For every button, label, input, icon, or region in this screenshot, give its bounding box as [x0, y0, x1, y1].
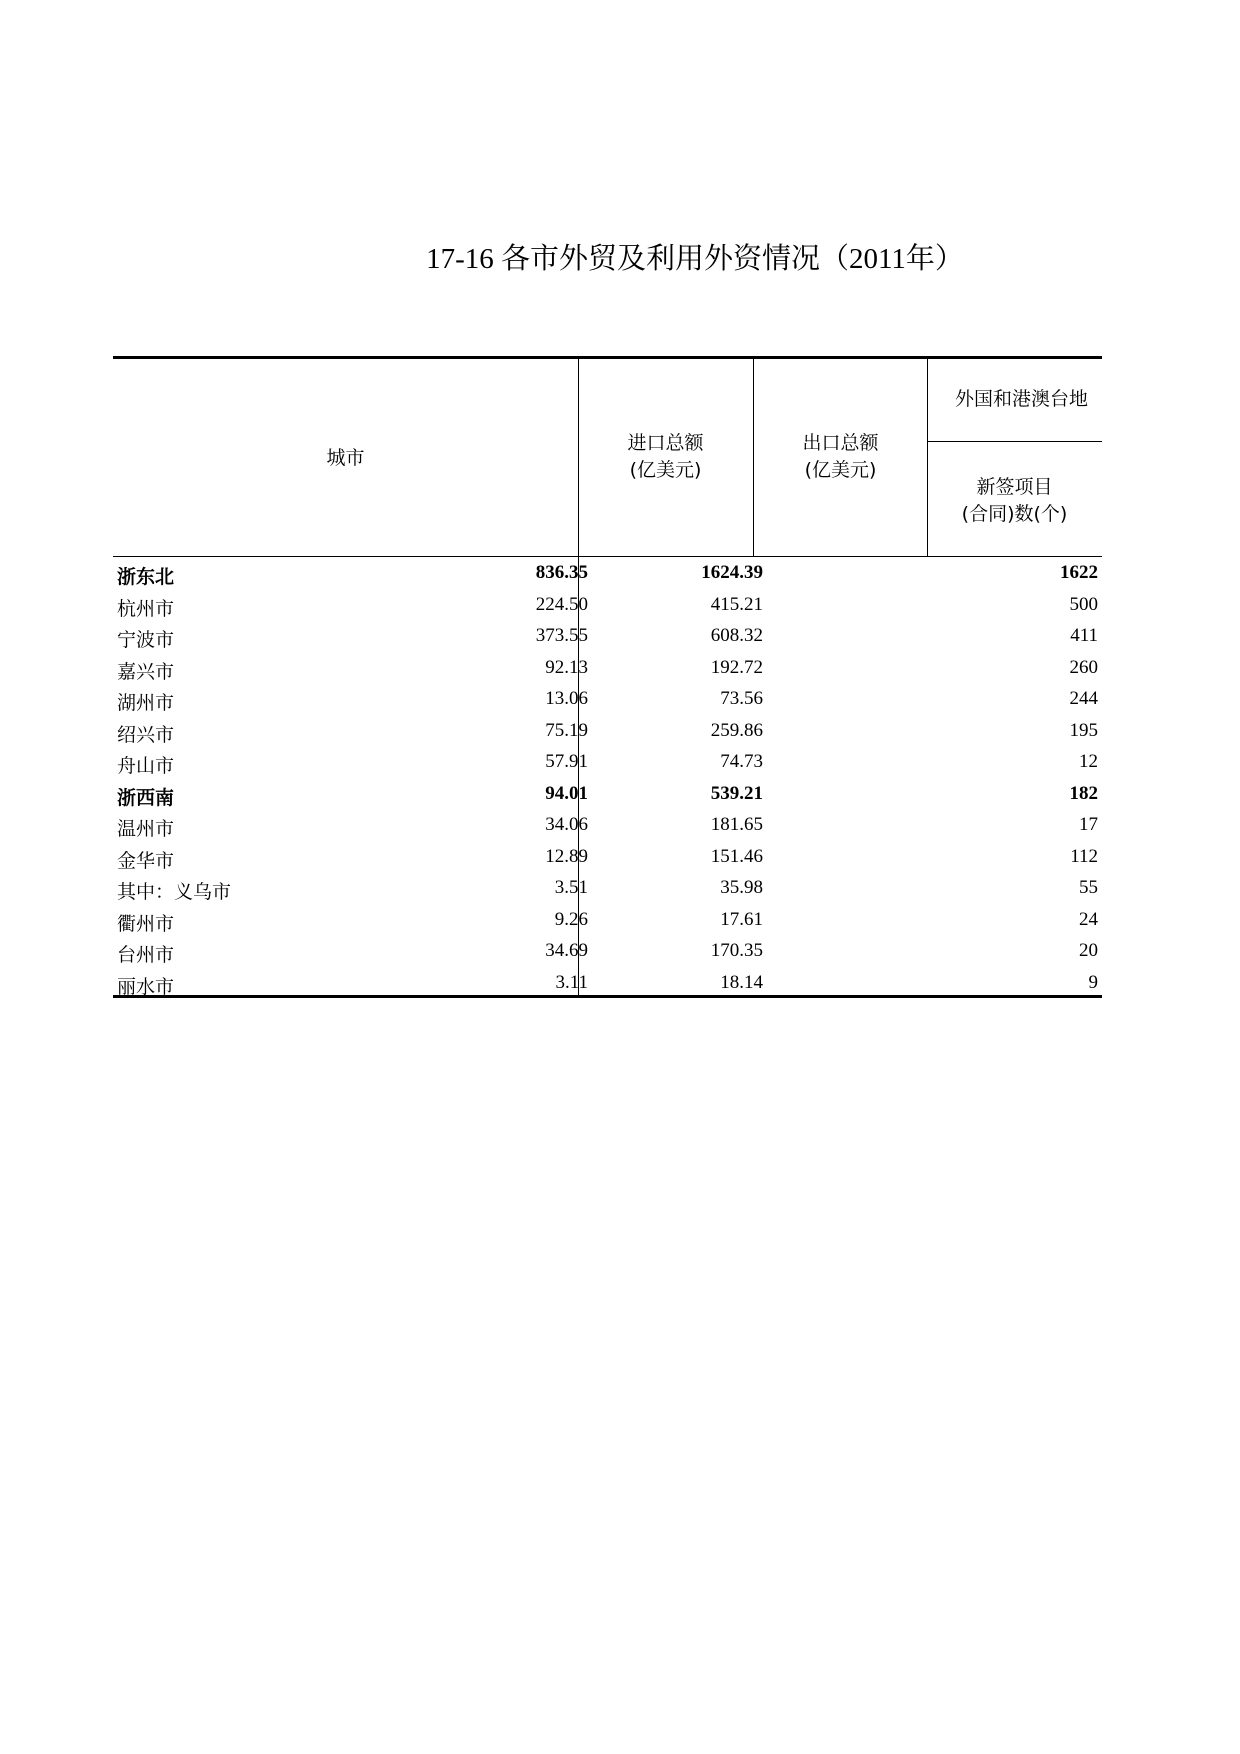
table-row — [113, 590, 1102, 622]
projects-cell: 411 — [1070, 625, 1098, 646]
table-row — [113, 936, 1102, 968]
table-row — [113, 842, 1102, 874]
projects-cell: 500 — [1069, 593, 1098, 615]
table-row — [113, 716, 1102, 748]
page-title: 17-16 各市外贸及利用外资情况（2011年） — [426, 243, 964, 275]
table-top-border — [113, 356, 1102, 359]
export-cell: 181.65 — [710, 814, 763, 835]
table-row — [113, 905, 1102, 937]
export-cell: 17.61 — [720, 908, 763, 930]
header-bottom-border — [113, 556, 1102, 557]
import-cell: 3.11 — [555, 971, 588, 993]
table-row — [113, 653, 1102, 685]
import-cell: 34.06 — [545, 814, 588, 835]
city-cell: 绍兴市 — [117, 723, 175, 746]
projects-cell: 182 — [1069, 782, 1098, 804]
projects-cell: 12 — [1079, 751, 1098, 772]
header-new-projects-unit: (合同)数(个) — [961, 503, 1068, 525]
header-foreign-group: 外国和港澳台地 — [955, 388, 1089, 410]
projects-cell: 24 — [1079, 908, 1098, 930]
city-cell: 衢州市 — [117, 912, 175, 935]
city-cell: 嘉兴市 — [117, 660, 175, 683]
city-cell: 温州市 — [117, 818, 175, 840]
export-cell: 35.98 — [720, 877, 763, 898]
city-cell: 宁波市 — [117, 629, 175, 651]
export-cell: 170.35 — [710, 940, 763, 961]
city-cell: 台州市 — [117, 944, 175, 966]
header-export — [753, 430, 928, 484]
import-cell: 3.51 — [554, 877, 588, 898]
header-export-label: 出口总额 — [802, 432, 879, 454]
city-cell: 浙东北 — [117, 566, 175, 588]
export-cell: 74.73 — [720, 751, 763, 772]
projects-cell: 112 — [1070, 845, 1098, 867]
export-cell: 192.72 — [710, 656, 763, 678]
header-city: 城市 — [326, 447, 365, 469]
city-cell: 其中：义乌市 — [117, 881, 232, 903]
table-row — [113, 684, 1102, 716]
header-import — [578, 430, 753, 484]
city-cell: 金华市 — [117, 849, 175, 872]
table-row — [113, 621, 1102, 653]
header-import-unit: (亿美元) — [629, 459, 702, 481]
import-cell: 224.50 — [535, 593, 588, 615]
header-import-label: 进口总额 — [627, 432, 704, 454]
import-cell: 9.26 — [554, 908, 588, 930]
import-cell: 373.55 — [535, 625, 588, 646]
projects-cell: 9 — [1088, 971, 1098, 993]
export-cell: 415.21 — [710, 593, 763, 615]
import-cell: 94.01 — [545, 782, 588, 804]
import-cell: 34.69 — [545, 940, 588, 961]
export-cell: 608.32 — [710, 625, 763, 646]
import-cell: 13.06 — [545, 688, 588, 709]
export-cell: 151.46 — [710, 845, 763, 867]
export-cell: 539.21 — [710, 782, 763, 804]
header-new-projects-label: 新签项目 — [976, 476, 1053, 498]
import-cell: 12.89 — [545, 845, 588, 867]
group-header-divider — [927, 441, 1102, 442]
export-cell: 73.56 — [720, 688, 763, 709]
import-cell: 836.35 — [535, 562, 588, 583]
projects-cell: 244 — [1069, 688, 1098, 709]
projects-cell: 195 — [1069, 719, 1098, 741]
projects-cell: 260 — [1069, 656, 1098, 678]
city-cell: 丽水市 — [117, 975, 175, 998]
projects-cell: 55 — [1079, 877, 1098, 898]
table-row — [113, 747, 1102, 779]
table-row — [113, 873, 1102, 905]
projects-cell: 20 — [1079, 940, 1098, 961]
table-row — [113, 968, 1102, 1000]
table-row — [113, 810, 1102, 842]
header-new-projects — [927, 474, 1102, 528]
import-cell: 92.13 — [545, 656, 588, 678]
city-cell: 舟山市 — [117, 755, 175, 777]
import-cell: 57.91 — [545, 751, 588, 772]
export-cell: 18.14 — [720, 971, 763, 993]
city-cell: 浙西南 — [117, 786, 175, 809]
import-cell: 75.19 — [545, 719, 588, 741]
header-export-unit: (亿美元) — [804, 459, 877, 481]
table-row — [113, 779, 1102, 811]
city-cell: 湖州市 — [117, 692, 175, 714]
table-row — [113, 558, 1102, 590]
export-cell: 259.86 — [710, 719, 763, 741]
export-cell: 1624.39 — [701, 562, 763, 583]
city-cell: 杭州市 — [117, 597, 175, 620]
projects-cell: 1622 — [1060, 562, 1098, 583]
projects-cell: 17 — [1079, 814, 1098, 835]
